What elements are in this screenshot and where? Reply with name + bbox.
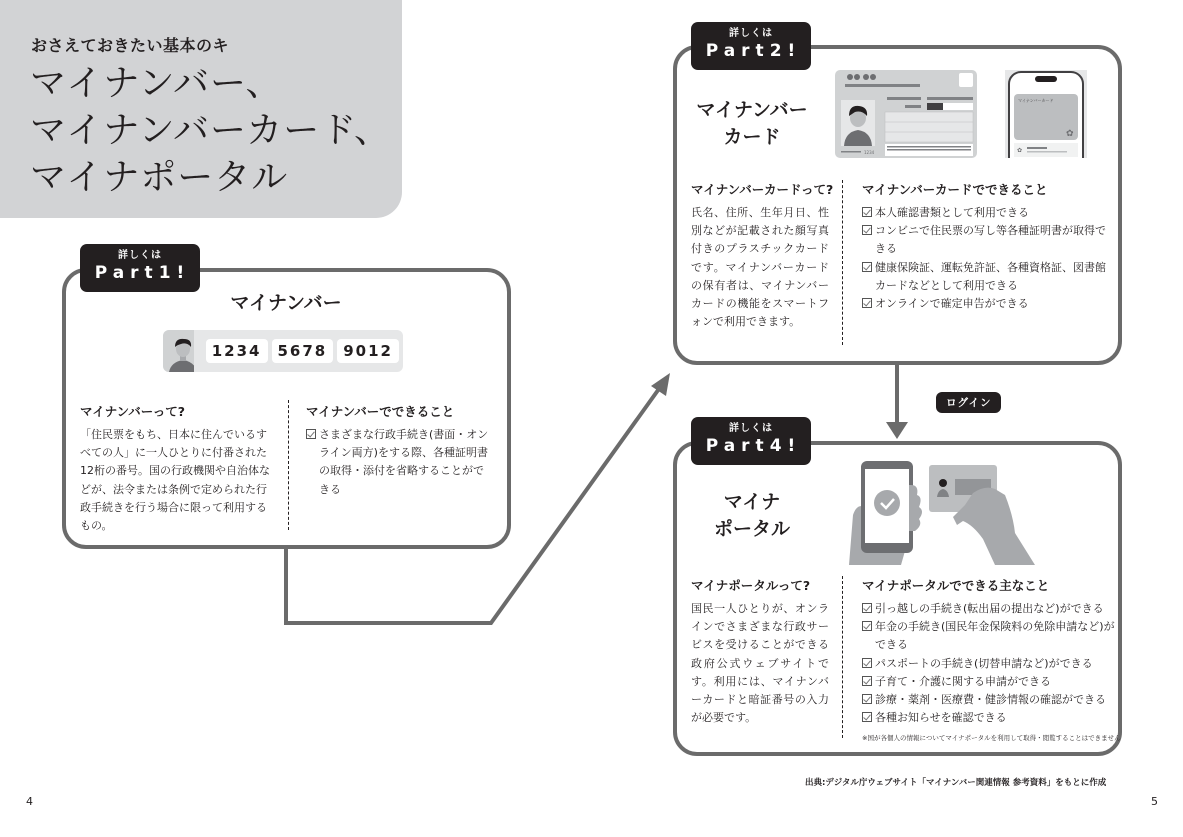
checkbox-icon	[862, 207, 872, 217]
page-title	[30, 60, 391, 201]
checkbox-icon	[862, 676, 872, 686]
divider	[842, 180, 843, 345]
number-group-3: 9012	[337, 339, 399, 363]
mynaportal-about-title: マイナポータルって?	[691, 578, 811, 593]
list-item: 子育て・介護に関する申請ができる	[862, 673, 1117, 691]
mynaportal-can-title: マイナポータルでできる主なこと	[862, 578, 1050, 593]
card-mynaportal	[673, 441, 1122, 756]
list-item: コンビニで住民票の写し等各種証明書が取得できる	[862, 222, 1112, 258]
card-mynumbercard-title: マイナンバー カード	[696, 99, 808, 148]
checkbox-icon	[862, 658, 872, 668]
smartphone-illustration	[1005, 70, 1087, 158]
number-group-2: 5678	[272, 339, 334, 363]
mynumbercard-can	[862, 180, 1112, 313]
badge-part1[interactable]: 詳しくは Part1!	[80, 244, 200, 292]
svg-text:1234: 1234	[864, 150, 875, 155]
mynumbercard-about-text: 氏名、住所、生年月日、性別などが記載された顔写真付きのプラスチックカードです。マイナンバーカードの保有者は、マイナンバーカードの機能をスマートフォンで利用できます。	[691, 206, 829, 329]
card-mynumber-title: マイナンバー	[230, 292, 342, 314]
card-mynumber	[62, 268, 511, 549]
list-item: オンラインで確定申告ができる	[862, 295, 1112, 313]
login-label: ログイン	[936, 392, 1001, 413]
list-item: パスポートの手続き(切替申請など)ができる	[862, 655, 1117, 673]
mynumbercard-about	[691, 180, 834, 331]
checkbox-icon	[862, 298, 872, 308]
mynaportal-note: ※国が各個人の情報についてマイナポータルを利用して取得・閲覧することはできません	[862, 734, 1121, 743]
title-line-1: マイナンバー、	[30, 63, 283, 104]
list-item: さまざまな行政手続き(書面・オンライン両方)をする際、各種証明書の取得・添付を省略することができる	[306, 426, 494, 499]
title-block	[0, 0, 402, 218]
badge-part2[interactable]: 詳しくは Part2!	[691, 22, 811, 70]
mynumber-about-title: マイナンバーって?	[80, 404, 186, 419]
mynumber-about	[80, 402, 276, 535]
page-number-right: 5	[1151, 795, 1158, 808]
mynumber-about-text: 「住民票をもち、日本に住んでいるすべての人」に一人ひとりに付番された12桁の番号。国の行政機関や自治体などが、法令または条例で定められた行政手続きを行う場合に限って利用するもの。	[80, 428, 270, 533]
svg-text:✿: ✿	[1066, 129, 1074, 139]
mynumber-strip	[163, 330, 403, 372]
mynumber-can	[306, 402, 494, 499]
title-line-3: マイナポータル	[30, 157, 289, 198]
checkbox-icon	[306, 429, 316, 439]
list-item: 各種お知らせを確認できる	[862, 709, 1117, 727]
card-mynaportal-title: マイナ ポータル	[713, 491, 790, 540]
checkbox-icon	[862, 621, 872, 631]
checkbox-icon	[862, 262, 872, 272]
badge-part4[interactable]: 詳しくは Part4!	[691, 417, 811, 465]
list-item: 健康保険証、運転免許証、各種資格証、図書館カードなどとして利用できる	[862, 259, 1112, 295]
mynumber-card-illustration	[835, 70, 977, 158]
arrow-head-up-right	[651, 373, 670, 396]
number-group-1: 1234	[206, 339, 268, 363]
mynumbercard-about-title: マイナンバーカードって?	[691, 182, 834, 197]
list-item: 引っ越しの手続き(転出届の提出など)ができる	[862, 600, 1117, 618]
checkbox-icon	[862, 694, 872, 704]
checkbox-icon	[862, 712, 872, 722]
source-citation: 出典:デジタル庁ウェブサイト「マイナンバー関連情報 参考資料」をもとに作成	[805, 778, 1107, 788]
title-line-2: マイナンバーカード、	[30, 110, 392, 151]
mynaportal-about-text: 国民一人ひとりが、オンラインでさまざまな行政サービスを受けることができる政府公式ウェブサイトです。利用には、マイナンバーカードと暗証番号の入力が必要です。	[691, 602, 829, 725]
mynumbercard-can-title: マイナンバーカードでできること	[862, 182, 1048, 197]
list-item: 本人確認書類として利用できる	[862, 204, 1112, 222]
divider	[842, 576, 843, 738]
mynaportal-about	[691, 576, 829, 727]
list-item: 診療・薬剤・医療費・健診情報の確認ができる	[862, 691, 1117, 709]
title-kicker: おさえておきたい基本のキ	[31, 36, 230, 55]
checkbox-icon	[862, 225, 872, 235]
mynaportal-can	[862, 576, 1121, 743]
divider	[288, 400, 289, 530]
page-number-left: 4	[26, 795, 33, 808]
checkbox-icon	[862, 603, 872, 613]
mynumber-can-title: マイナンバーでできること	[306, 404, 455, 419]
svg-text:✿: ✿	[1017, 147, 1023, 154]
avatar-icon	[163, 330, 194, 372]
svg-text:マイナンバーカード: マイナンバーカード	[1018, 98, 1054, 103]
card-mynumbercard	[673, 45, 1122, 365]
list-item: 年金の手続き(国民年金保険料の免除申請など)ができる	[862, 618, 1117, 654]
portal-login-illustration	[845, 455, 1045, 565]
arrow-head-down	[886, 422, 908, 439]
